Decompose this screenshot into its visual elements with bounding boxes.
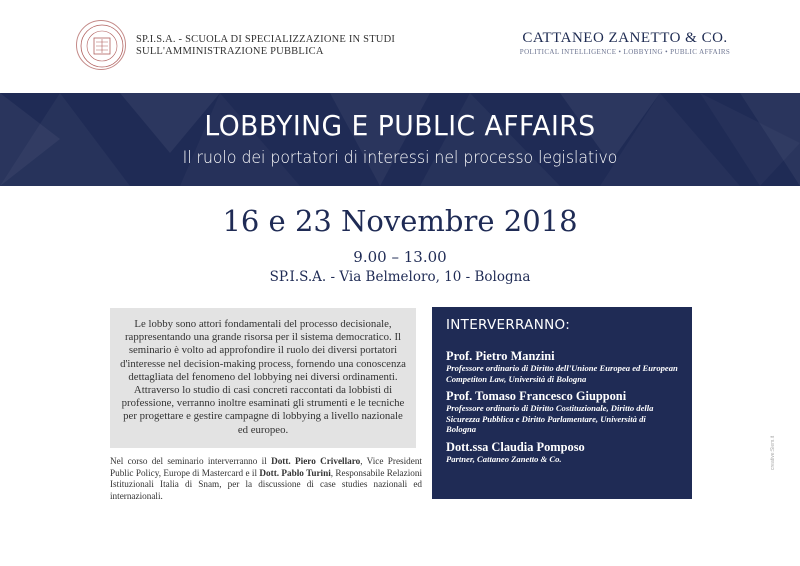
firm-tagline: POLITICAL INTELLIGENCE • LOBBYING • PUBLIC AFFAIRS xyxy=(519,48,731,56)
university-name xyxy=(136,34,416,58)
speakers-box xyxy=(432,307,692,499)
description-text: Le lobby sono attori fondamentali del processo decisionale, rappresentando una grande risorsa per il sistema democratico. Il seminario è volto ad approfondire il ruolo dei diversi portatori d'interesse nel decision-making process, fornendo una conoscenza dettagliata del fenomeno del lobbying nei diversi ordinamenti. Attraverso lo studio di casi concreti raccontati da lobbisti di professione, verranno inoltre esaminati gli strumenti e le tecniche per progettare e gestire campagne di lobbying a livello nazionale ed europeo. xyxy=(120,318,406,436)
description-box xyxy=(110,308,416,448)
university-seal-icon xyxy=(76,20,126,70)
page-subtitle: Il ruolo dei portatori di interessi nel processo legislativo xyxy=(182,148,618,167)
page-title: LOBBYING E PUBLIC AFFAIRS xyxy=(204,109,596,142)
speaker-name: Prof. Pietro Manzini xyxy=(446,349,555,363)
firm-name: CATTANEO ZANETTO & CO. xyxy=(522,30,728,46)
speaker-role: Partner, Cattaneo Zanetto & Co. xyxy=(446,453,562,464)
speaker-role: Professore ordinario di Diritto dell'Unione Europea ed European Competiton Law, Università di Bologna xyxy=(446,363,678,384)
university-name-line2: SULL'AMMINISTRAZIONE PUBBLICA xyxy=(136,46,324,57)
event-dates: 16 e 23 Novembre 2018 xyxy=(222,204,578,238)
note-text-3: , Responsabile Relazioni Istituzionali Italia di Snam, per la discussione di case studies nazionali ed internazionali. xyxy=(110,467,422,501)
speakers-heading: INTERVERRANNO: xyxy=(446,317,571,333)
note-text-2: , Vice President Public Policy, Europe di Mastercard e il xyxy=(110,456,422,478)
event-time: 9.00 – 13.00 xyxy=(353,248,447,266)
speaker-entry xyxy=(446,389,678,435)
speaker-entry xyxy=(446,440,678,465)
additional-speakers-note xyxy=(110,456,422,502)
note-text-1: Nel corso del seminario interverranno il xyxy=(110,456,272,466)
event-venue: SP.I.S.A. - Via Belmeloro, 10 - Bologna xyxy=(269,269,531,285)
university-name-line1: SP.I.S.A. - SCUOLA DI SPECIALIZZAZIONE IN STUDI xyxy=(136,34,396,45)
note-guest-name-1: Dott. Piero Crivellaro xyxy=(271,456,361,466)
speaker-entry xyxy=(446,349,678,384)
note-guest-name-2: Dott. Pablo Turini xyxy=(259,467,331,478)
design-credit: creative:Siem.it xyxy=(770,435,776,470)
speaker-name: Prof. Tomaso Francesco Giupponi xyxy=(446,389,627,404)
speaker-role: Professore ordinario di Diritto Costituzionale, Diritto della Sicurezza Pubblica e Diritto Parlamentare, Università di Bologna xyxy=(446,403,654,435)
speaker-name: Dott.ssa Claudia Pomposo xyxy=(446,439,585,454)
